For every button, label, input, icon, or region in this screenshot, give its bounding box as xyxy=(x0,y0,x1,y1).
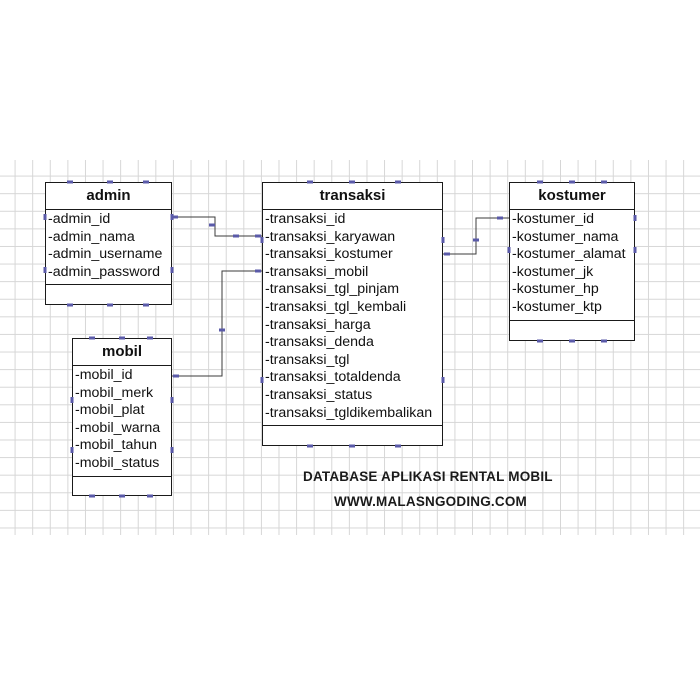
attribute-kostumer_ktp[interactable]: -kostumer_ktp xyxy=(512,298,602,315)
attribute-admin_username[interactable]: -admin_username xyxy=(48,246,163,263)
entity-title: admin xyxy=(46,183,171,210)
attribute-transaksi_tgl_pinjam[interactable]: -transaksi_tgl_pinjam xyxy=(265,281,400,298)
attribute-admin_id[interactable]: -admin_id xyxy=(48,211,111,227)
attribute-list xyxy=(263,210,442,426)
attribute-mobil_tahun[interactable]: -mobil_tahun xyxy=(75,437,158,454)
attribute-mobil_id[interactable]: -mobil_id xyxy=(75,367,133,383)
attribute-kostumer_hp[interactable]: -kostumer_hp xyxy=(512,281,599,298)
attribute-kostumer_id[interactable]: -kostumer_id xyxy=(512,211,595,227)
attribute-mobil_merk[interactable]: -mobil_merk xyxy=(75,384,154,401)
attribute-list xyxy=(510,210,634,321)
attribute-transaksi_tgl_kembali[interactable]: -transaksi_tgl_kembali xyxy=(265,298,407,315)
attribute-mobil_status[interactable]: -mobil_status xyxy=(75,454,160,471)
method-compartment xyxy=(263,426,442,446)
attribute-transaksi_karyawan[interactable]: -transaksi_karyawan xyxy=(265,228,396,245)
attribute-kostumer_alamat[interactable]: -kostumer_alamat xyxy=(512,246,626,263)
method-compartment xyxy=(46,285,171,305)
attribute-list xyxy=(73,366,171,477)
attribute-transaksi_tgldikembalikan[interactable]: -transaksi_tgldikembalikan xyxy=(265,404,433,421)
method-compartment xyxy=(510,321,634,341)
attribute-transaksi_id[interactable]: -transaksi_id xyxy=(265,211,346,227)
attribute-kostumer_jk[interactable]: -kostumer_jk xyxy=(512,263,594,280)
diagram-caption-url: WWW.MALASNGODING.COM xyxy=(334,494,527,509)
entity-title: mobil xyxy=(73,339,171,366)
entity-mobil[interactable] xyxy=(72,338,172,496)
attribute-list xyxy=(46,210,171,285)
entity-kostumer[interactable] xyxy=(509,182,635,341)
attribute-transaksi_kostumer[interactable]: -transaksi_kostumer xyxy=(265,246,393,263)
attribute-admin_nama[interactable]: -admin_nama xyxy=(48,228,135,245)
attribute-transaksi_harga[interactable]: -transaksi_harga xyxy=(265,316,371,333)
attribute-mobil_plat[interactable]: -mobil_plat xyxy=(75,402,145,419)
attribute-transaksi_mobil[interactable]: -transaksi_mobil xyxy=(265,263,369,280)
entity-admin[interactable] xyxy=(45,182,172,305)
attribute-transaksi_totaldenda[interactable]: -transaksi_totaldenda xyxy=(265,369,401,386)
attribute-transaksi_status[interactable]: -transaksi_status xyxy=(265,386,373,403)
diagram-caption-title: DATABASE APLIKASI RENTAL MOBIL xyxy=(303,469,553,484)
attribute-transaksi_tgl[interactable]: -transaksi_tgl xyxy=(265,351,350,368)
attribute-mobil_warna[interactable]: -mobil_warna xyxy=(75,419,161,436)
entity-transaksi[interactable] xyxy=(262,182,443,446)
entity-title: kostumer xyxy=(510,183,634,210)
attribute-admin_password[interactable]: -admin_password xyxy=(48,263,160,280)
attribute-transaksi_denda[interactable]: -transaksi_denda xyxy=(265,334,374,351)
method-compartment xyxy=(73,477,171,497)
attribute-kostumer_nama[interactable]: -kostumer_nama xyxy=(512,228,619,245)
entity-title: transaksi xyxy=(263,183,442,210)
